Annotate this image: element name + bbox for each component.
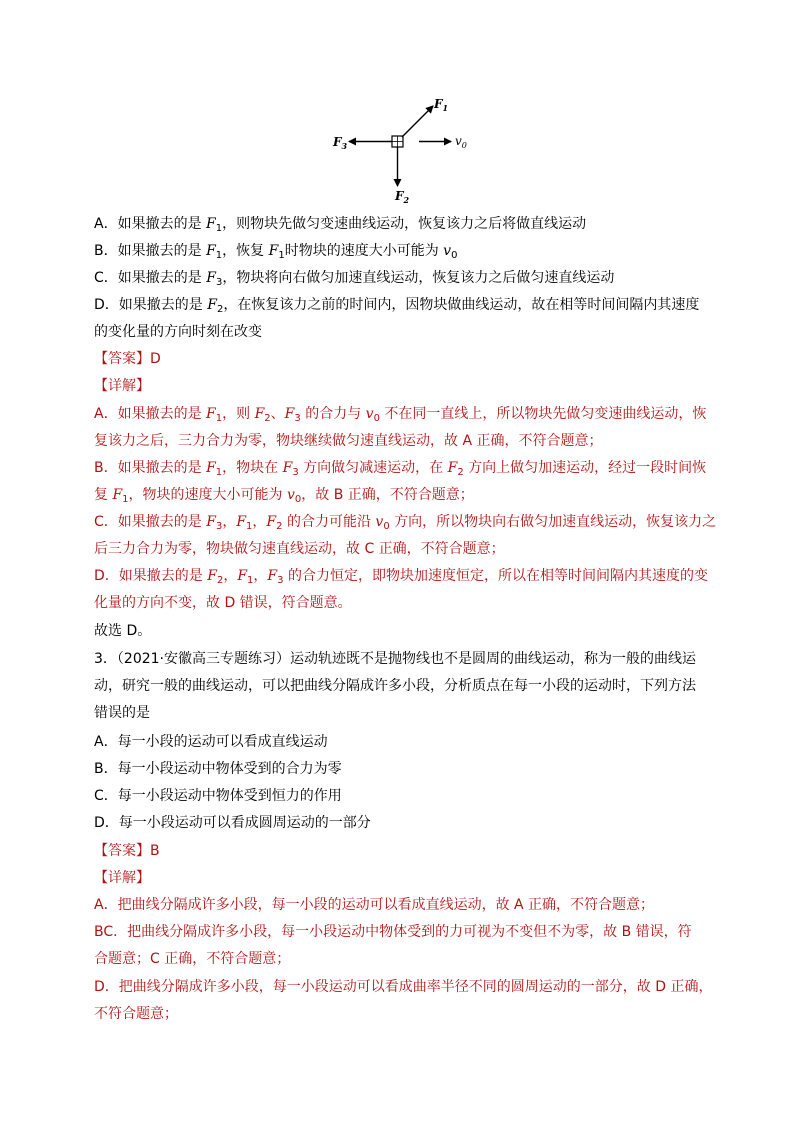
- q2-detail-label: 【详解】: [94, 378, 150, 394]
- q3-answer: 【答案】B: [94, 843, 160, 859]
- q3-detail-label: 【详解】: [94, 870, 150, 886]
- label-v0: $v_0$: [455, 134, 467, 150]
- q2-option-a: A．如果撤去的是 $F_1$，则物块先做匀变速曲线运动，恢复该力之后将做直线运动: [94, 216, 587, 234]
- q3-stem-line1: 3．（2021·安徽高三专题练习）运动轨迹既不是抛物线也不是圆周的曲线运动，称为一般的曲线运: [94, 651, 696, 667]
- q3-option-b: B．每一小段运动中物体受到的合力为零: [94, 761, 342, 777]
- q2-explain-c-line1: C．如果撤去的是 $F_3$，$F_1$，$F_2$ 的合力可能沿 $v_0$ 方向，所以物块向右做匀加速直线运动，恢复该力之: [94, 514, 717, 532]
- label-f2: $F_2$: [395, 189, 410, 205]
- q2-explain-a-line2: 复该力之后，三力合力为零，物块继续做匀速直线运动，故 A 正确，不符合题意；: [94, 433, 603, 449]
- force-f1-arrow: [402, 106, 433, 137]
- q3-explain-d-line1: D．把曲线分隔成许多小段，每一小段运动可以看成曲率半径不同的圆周运动的一部分，故 D 正确，: [94, 979, 713, 995]
- force-diagram: [325, 94, 475, 206]
- q2-option-d-line1: D．如果撤去的是 $F_2$，在恢复该力之前的时间内，因物块做曲线运动，故在相等时间间隔内其速度: [94, 297, 700, 315]
- q2-answer: 【答案】D: [94, 351, 161, 367]
- q3-option-a: A．每一小段的运动可以看成直线运动: [94, 734, 328, 750]
- q3-explain-a: A．把曲线分隔成许多小段，每一小段的运动可以看成直线运动，故 A 正确，不符合题意；: [94, 897, 655, 913]
- label-f1: $F_1$: [434, 97, 449, 113]
- q3-explain-d-line2: 不符合题意；: [94, 1006, 178, 1022]
- q2-option-c: C．如果撤去的是 $F_3$，物块将向右做匀加速直线运动，恢复该力之后做匀速直线运动: [94, 270, 615, 288]
- q3-stem-line3: 错误的是: [94, 705, 150, 721]
- q2-explain-d-line2: 化量的方向不变，故 D 错误，符合题意。: [94, 595, 352, 611]
- q3-option-d: D．每一小段运动可以看成圆周运动的一部分: [94, 815, 371, 831]
- q2-explain-d-line1: D．如果撤去的是 $F_2$，$F_1$，$F_3$ 的合力恒定，即物块加速度恒定，所以在相等时间间隔内其速度的变: [94, 568, 708, 586]
- label-f3: $F_3$: [333, 135, 348, 151]
- q2-conclusion: 故选 D。: [94, 623, 152, 639]
- q3-stem-line2: 动，研究一般的曲线运动，可以把曲线分隔成许多小段，分析质点在每一小段的运动时，下列方法: [94, 678, 696, 694]
- q2-explain-a-line1: A．如果撤去的是 $F_1$，则 $F_2$、$F_3$ 的合力与 $v_0$ 不在同一直线上，所以物块先做匀变速曲线运动，恢: [94, 406, 707, 424]
- q3-explain-bc-line1: BC．把曲线分隔成许多小段，每一小段运动中物体受到的力可视为不变但不为零，故 B 错误，符: [94, 924, 692, 940]
- q2-explain-b-line1: B．如果撤去的是 $F_1$，物块在 $F_3$ 方向做匀减速运动，在 $F_2$ 方向上做匀加速运动，经过一段时间恢: [94, 460, 707, 478]
- q2-explain-c-line2: 后三力合力为零，物块做匀速直线运动，故 C 正确，不符合题意；: [94, 541, 505, 557]
- q2-option-b: B．如果撤去的是 $F_1$，恢复 $F_1$时物块的速度大小可能为 $v_0$: [94, 243, 458, 261]
- q3-explain-bc-line2: 合题意；C 正确，不符合题意；: [94, 951, 291, 967]
- q3-option-c: C．每一小段运动中物体受到恒力的作用: [94, 788, 342, 804]
- q2-explain-b-line2: 复 $F_1$，物块的速度大小可能为 $v_0$，故 B 正确，不符合题意；: [94, 487, 474, 505]
- q2-option-d-line2: 的变化量的方向时刻在改变: [94, 324, 262, 340]
